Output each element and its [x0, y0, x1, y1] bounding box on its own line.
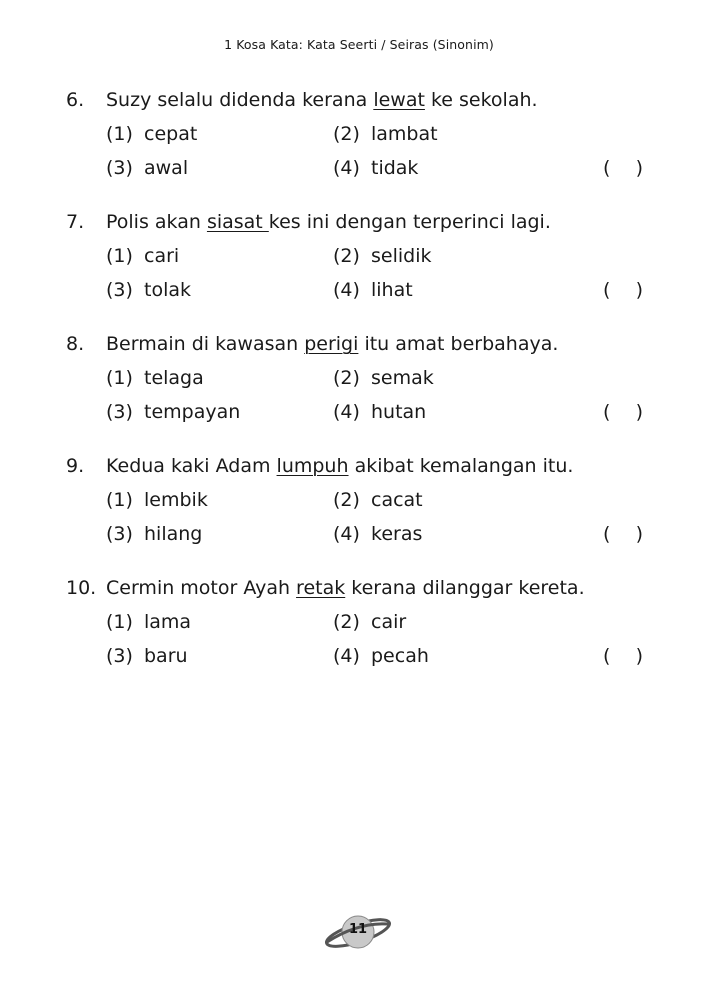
question-text: Suzy selalu didenda kerana lewat ke sekolah.: [106, 89, 538, 111]
question-number: 10.: [66, 577, 97, 599]
option-4[interactable]: (4) keras: [333, 523, 423, 545]
target-word: lumpuh: [276, 455, 349, 477]
question-8: [66, 330, 666, 426]
option-4[interactable]: (4) lihat: [333, 279, 413, 301]
option-1[interactable]: (1) lembik: [106, 489, 208, 511]
option-4[interactable]: (4) pecah: [333, 645, 429, 667]
option-3[interactable]: (3) tolak: [106, 279, 191, 301]
target-word: lewat: [373, 89, 425, 111]
option-2[interactable]: (2) semak: [333, 367, 434, 389]
option-2[interactable]: (2) cacat: [333, 489, 423, 511]
option-3[interactable]: (3) tempayan: [106, 401, 241, 423]
option-4[interactable]: (4) hutan: [333, 401, 427, 423]
question-number: 6.: [66, 89, 85, 111]
option-3[interactable]: (3) hilang: [106, 523, 203, 545]
option-1[interactable]: (1) cari: [106, 245, 180, 267]
question-10: [66, 574, 666, 670]
question-number: 7.: [66, 211, 85, 233]
option-3[interactable]: (3) baru: [106, 645, 188, 667]
option-1[interactable]: (1) lama: [106, 611, 192, 633]
answer-box[interactable]: ( ): [603, 279, 643, 301]
target-word: siasat: [206, 211, 269, 233]
question-number: 8.: [66, 333, 85, 355]
answer-box[interactable]: ( ): [603, 157, 643, 179]
page-number: 11: [348, 922, 368, 937]
answer-box[interactable]: ( ): [603, 401, 643, 423]
option-1[interactable]: (1) telaga: [106, 367, 204, 389]
question-7: [66, 208, 666, 304]
option-4[interactable]: (4) tidak: [333, 157, 419, 179]
question-6: [66, 86, 666, 182]
option-2[interactable]: (2) lambat: [333, 123, 438, 145]
target-word: perigi: [304, 333, 359, 355]
target-word: retak: [296, 577, 346, 599]
question-9: [66, 452, 666, 548]
page-header: 1 Kosa Kata: Kata Seerti / Seiras (Sinonim): [224, 37, 494, 52]
question-number: 9.: [66, 455, 85, 477]
question-text: Bermain di kawasan perigi itu amat berbahaya.: [106, 333, 559, 355]
option-2[interactable]: (2) selidik: [333, 245, 432, 267]
question-text: Polis akan siasat kes ini dengan terperinci lagi.: [106, 211, 551, 233]
answer-box[interactable]: ( ): [603, 523, 643, 545]
option-3[interactable]: (3) awal: [106, 157, 189, 179]
option-2[interactable]: (2) cair: [333, 611, 407, 633]
question-text: Kedua kaki Adam lumpuh akibat kemalangan itu.: [106, 455, 574, 477]
page-number-badge: [322, 912, 394, 952]
option-1[interactable]: (1) cepat: [106, 123, 198, 145]
answer-box[interactable]: ( ): [603, 645, 643, 667]
question-text: Cermin motor Ayah retak kerana dilanggar kereta.: [106, 577, 585, 599]
